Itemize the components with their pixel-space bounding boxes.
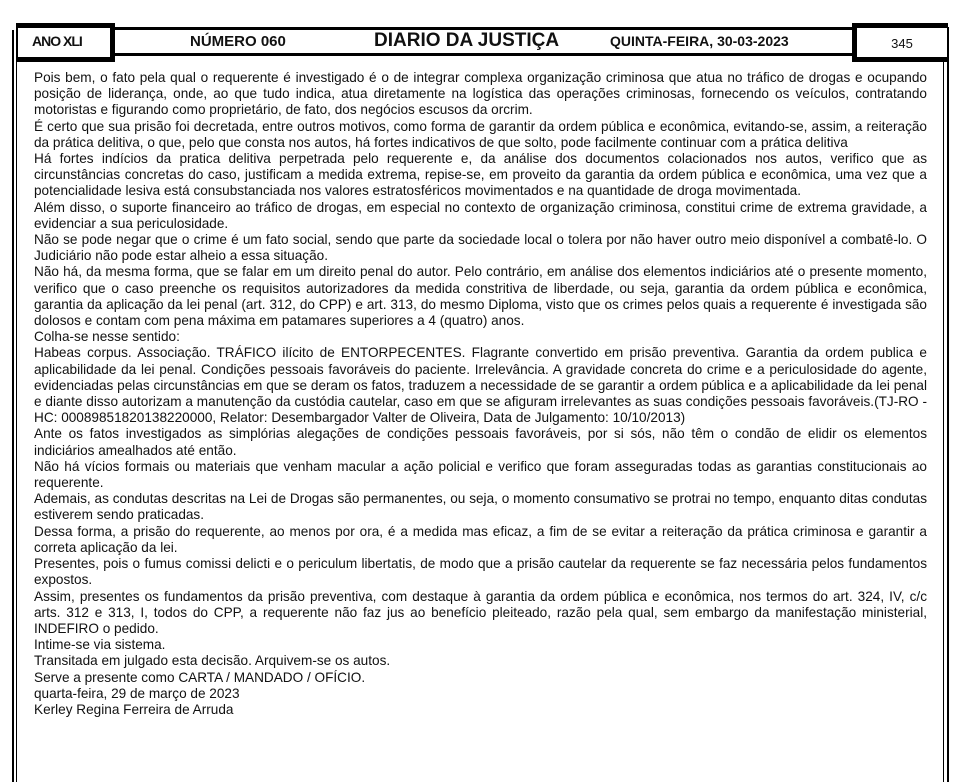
paragraph-permanent-conduct: Ademais, as condutas descritas na Lei de Drogas são permanentes, ou seja, o momento consumativo se protrai no tempo, enquanto ditas condutas estiverem sendo praticadas. [34,491,927,523]
document-body [34,70,927,718]
signature-date: quarta-feira, 29 de março de 2023 [34,685,240,701]
page-frame-left-outer [12,30,14,782]
paragraph-archive: Transitada em julgado esta decisão. Arquivem-se os autos. [34,653,391,669]
paragraph-fact: Pois bem, o fato pela qual o requerente é investigado é o de integrar complexa organização criminosa que atua no tráfico de drogas e ocupando posição de liderança, onde, ao que tudo indica, atua diretamente na logística das operações criminosas, fornecendo os veículos, contratando motoristas e figurando como proprietário, de fato, dos negócios escusos da orcrim. [34,70,927,118]
year-label: ANO XLI [32,33,82,49]
paragraph-allegations: Ante os fatos investigados as simplórias alegações de condições pessoais favoráveis, por si sós, não têm o condão de elidir os elementos indiciários amealhados até então. [34,426,927,458]
paragraph-effective-measure: Dessa forma, a prisão do requerente, ao menos por ora, é a medida mas eficaz, a fim de se evitar a reiteração da prática criminosa e garantir a correta aplicação da lei. [34,523,927,555]
paragraph-prison-decree: É certo que sua prisão foi decretada, entre outros motivos, como forma de garantir da ordem pública e econômica, evitando-se, assim, a reiteração da prática delitiva, o que, pelo que consta nos autos, há fortes indicativos de que solto, pode facilmente continuar com a prática delitiva [34,118,927,150]
page-frame-right-inner [943,55,944,782]
page-frame-right-outer [947,27,949,782]
page-frame-left-inner [16,55,17,782]
page-number-box [852,23,948,62]
paragraph-evidence: Há fortes indícios da pratica delitiva perpetrada pelo requerente e, da análise dos documentos colacionados nos autos, verifico que as circunstâncias concretas do caso, justificam a medida extrema, repise-se, em proveito da garantia da ordem pública e econômica, uma vez que a potencialidade lesiva está consubstanciada nos valores estratosféricos movimentados e na quantidade de droga movimentada. [34,151,927,199]
paragraph-citation-intro: Colha-se nesse sentido: [34,329,180,345]
paragraph-notify: Intime-se via sistema. [34,637,166,653]
paragraph-no-defects: Não há vícios formais ou materiais que venham macular a ação policial e verifico que foram asseguradas todas as garantias constitucionais ao requerente. [34,458,927,491]
page-header [12,25,949,58]
paragraph-social-fact: Não se pode negar que o crime é um fato social, sendo que parte da sociedade local o tolera por não haver outro meio disponível a combatê-lo. O Judiciário não pode estar alheio a essa situação. [34,232,927,264]
paragraph-serve-as: Serve a presente como CARTA / MANDADO / OFÍCIO. [34,669,366,685]
paragraph-jurisprudence: Habeas corpus. Associação. TRÁFICO ilícito de ENTORPECENTES. Flagrante convertido em prisão preventiva. Garantia da ordem publica e aplicabilidade da lei penal. Condições pessoais favoráveis do paciente. Irrelevância. A gravidade concreta do crime e a periculosidade do agente, evidenciadas pelas circunstâncias em que se deram os fatos, traduzem a necessidade de se garantir a ordem pública e a aplicabilidade da lei penal e diante disso autorizam a manutenção da custódia cautelar, caso em que se afiguram irrelevantes as suas condições pessoais favoráveis.(TJ-RO - HC: 00089851820138220000, Relator: Desembargador Valter de Oliveira, Data de Julgamento: 10/10/2013) [34,345,927,426]
header-bottom-rule [112,53,869,56]
page-number: 345 [891,36,913,51]
paragraph-decision: Assim, presentes os fundamentos da prisão preventiva, com destaque à garantia da ordem pública e econômica, nos termos do art. 324, IV, c/c arts. 312 e 313, I, todos do CPP, a requerente não faz jus ao benefício pleiteado, razão pela qual, sem embargo da manifestação ministerial, INDEFIRO o pedido. [34,588,927,636]
paragraph-fumus: Presentes, pois o fumus comissi delicti e o periculum libertatis, de modo que a prisão cautelar da requerente se faz necessária pelos fundamentos expostos. [34,556,927,588]
signature-name: Kerley Regina Ferreira de Arruda [34,701,234,717]
publication-title: DIARIO DA JUSTIÇA [374,30,560,51]
publication-date: QUINTA-FEIRA, 30-03-2023 [610,33,789,49]
paragraph-financial-support: Além disso, o suporte financeiro ao tráfico de drogas, em especial no contexto de organização criminosa, constitui crime de extrema gravidade, a evidenciar a sua periculosidade. [34,199,927,231]
issue-number: NÚMERO 060 [190,33,286,50]
paragraph-requirements: Não há, da mesma forma, que se falar em um direito penal do autor. Pelo contrário, em análise dos elementos indiciários até o presente momento, verifico que o caso preenche os requisitos autorizadores da medida constritiva de liberdade, ou seja, garantia da ordem pública e econômica, garantia da aplicação da lei penal (art. 312, do CPP) e art. 313, do mesmo Diploma, visto que os crimes pelos quais a requerente é investigada são dolosos e contam com pena máxima em patamares superiores a 4 (quatro) anos. [34,264,927,329]
year-box [16,23,115,62]
